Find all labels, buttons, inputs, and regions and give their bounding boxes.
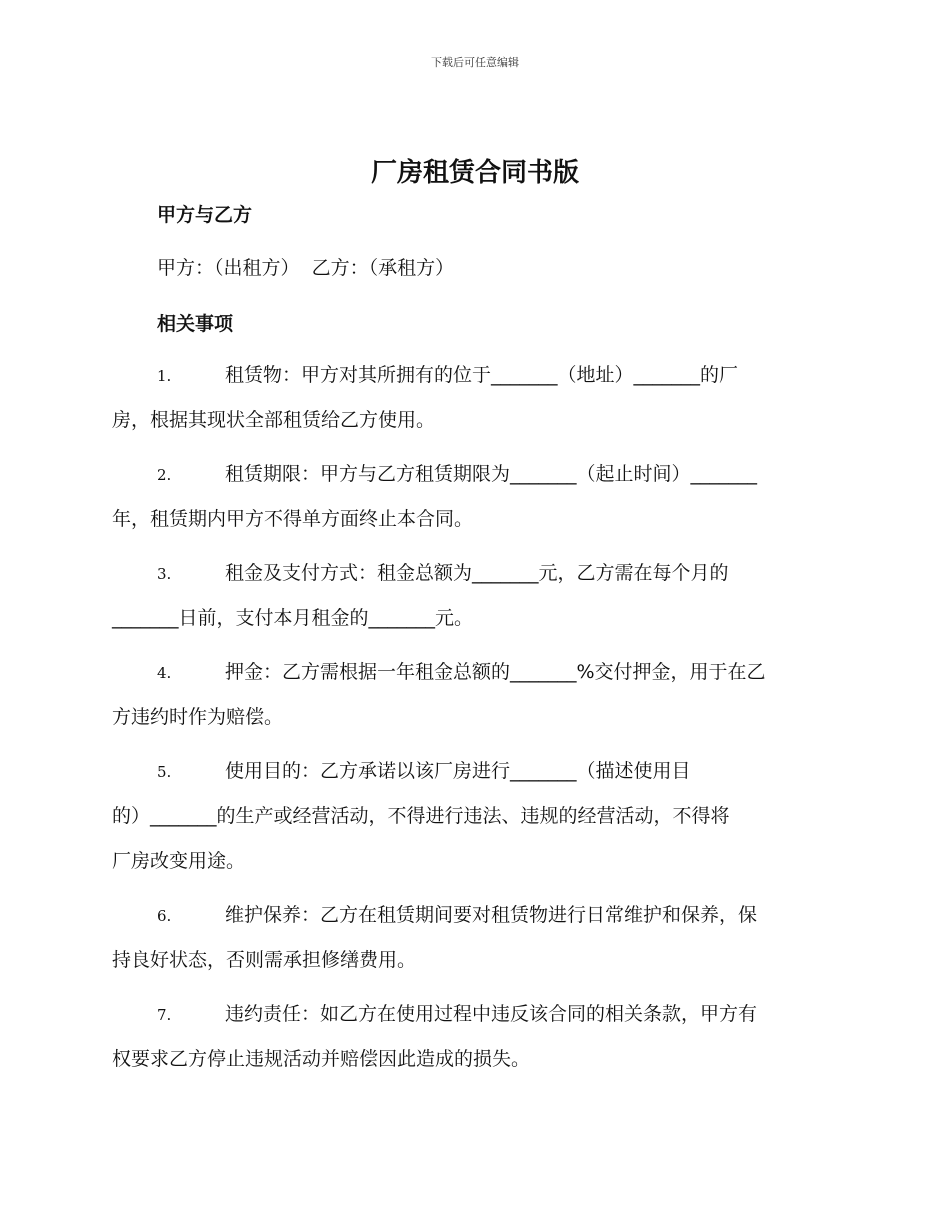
party-b-role: （承租方） bbox=[368, 257, 455, 279]
clause-line bbox=[112, 650, 840, 695]
clause-number: 2. bbox=[157, 466, 172, 484]
clause-text: 房，根据其现状全部租赁给乙方使用。 bbox=[112, 409, 436, 431]
clause-text: 厂房改变用途。 bbox=[112, 850, 246, 872]
clause-text: 维护保养：乙方在租赁期间要对租赁物进行日常维护和保养，保 bbox=[225, 904, 758, 926]
section-heading-parties: 甲方与乙方 bbox=[157, 204, 253, 226]
clause-line bbox=[112, 794, 840, 839]
clause-line bbox=[112, 497, 840, 542]
clause-number: 7. bbox=[157, 1006, 172, 1024]
clause-line bbox=[112, 551, 840, 596]
clause-line bbox=[112, 1037, 840, 1082]
clause-text: 租金及支付方式：租金总额为_______元，乙方需在每个月的 bbox=[225, 562, 729, 584]
section-heading-matters: 相关事项 bbox=[157, 313, 234, 335]
clause-line bbox=[112, 452, 840, 497]
clause-4 bbox=[112, 650, 840, 740]
clause-number: 4. bbox=[157, 664, 172, 682]
clause-line bbox=[112, 992, 840, 1037]
clause-line bbox=[112, 938, 840, 983]
party-b-label: 乙方： bbox=[311, 257, 369, 279]
clause-2 bbox=[112, 452, 840, 542]
clause-text: 违约责任：如乙方在使用过程中违反该合同的相关条款，甲方有 bbox=[225, 1003, 758, 1025]
clause-text: 租赁期限：甲方与乙方租赁期限为_______（起止时间）_______ bbox=[225, 463, 758, 485]
clause-line bbox=[112, 596, 840, 641]
clause-line bbox=[112, 353, 840, 398]
clause-number: 5. bbox=[157, 763, 172, 781]
clause-text: 方违约时作为赔偿。 bbox=[112, 706, 284, 728]
clause-number: 1. bbox=[157, 367, 172, 385]
clause-text: _______日前，支付本月租金的_______元。 bbox=[112, 607, 474, 629]
clause-text: 年，租赁期内甲方不得单方面终止本合同。 bbox=[112, 508, 474, 530]
clause-number: 6. bbox=[157, 907, 172, 925]
party-a-label: 甲方： bbox=[157, 257, 215, 279]
header-note: 下载后可任意编辑 bbox=[431, 56, 519, 69]
clause-text: 权要求乙方停止违规活动并赔偿因此造成的损失。 bbox=[112, 1048, 531, 1070]
clause-line bbox=[112, 398, 840, 443]
clause-number: 3. bbox=[157, 565, 172, 583]
clause-text: 租赁物：甲方对其所拥有的位于_______（地址）_______的厂 bbox=[225, 364, 739, 386]
document-title: 厂房租赁合同书版 bbox=[370, 158, 579, 188]
clause-6 bbox=[112, 893, 840, 983]
clause-line bbox=[112, 695, 840, 740]
clause-text: 的）_______的生产或经营活动，不得进行违法、违规的经营活动，不得将 bbox=[112, 805, 730, 827]
clause-line bbox=[112, 893, 840, 938]
clause-5 bbox=[112, 749, 840, 884]
clause-7 bbox=[112, 992, 840, 1082]
clause-3 bbox=[112, 551, 840, 641]
clause-text: 押金：乙方需根据一年租金总额的_______%交付押金，用于在乙 bbox=[225, 661, 766, 683]
clause-text: 持良好状态，否则需承担修缮费用。 bbox=[112, 949, 417, 971]
clause-line bbox=[112, 749, 840, 794]
clause-1 bbox=[112, 353, 840, 443]
clause-line bbox=[112, 839, 840, 884]
clause-text: 使用目的：乙方承诺以该厂房进行_______（描述使用目 bbox=[225, 760, 691, 782]
parties-line bbox=[157, 253, 454, 280]
party-a-role: （出租方） bbox=[214, 257, 300, 279]
